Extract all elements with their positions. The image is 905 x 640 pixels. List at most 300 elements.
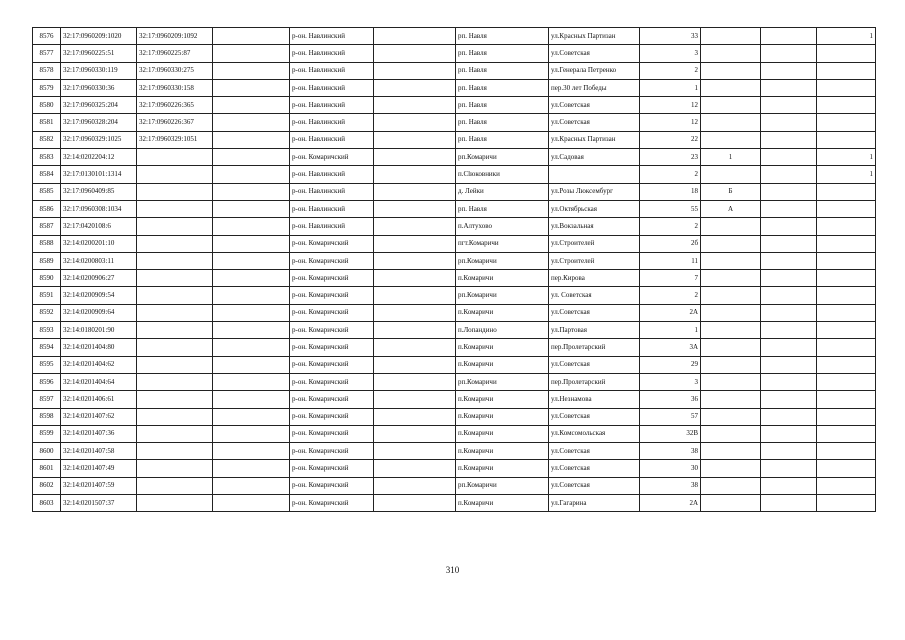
district-cell: р-он. Навлинский — [290, 166, 374, 183]
cadastral-number-secondary: 32:17:0960226:367 — [137, 114, 213, 131]
street-cell: ул.Строителей — [549, 235, 640, 252]
row-number: 8586 — [33, 200, 61, 217]
cadastral-number: 32:17:0960409:85 — [61, 183, 137, 200]
letter-cell — [701, 28, 761, 45]
empty-cell — [213, 391, 290, 408]
table-row — [33, 495, 876, 512]
table-row — [33, 62, 876, 79]
empty-cell — [761, 425, 817, 442]
empty-cell — [761, 131, 817, 148]
empty-cell — [761, 149, 817, 166]
cadastral-number-secondary — [137, 252, 213, 269]
letter-cell — [701, 304, 761, 321]
count-cell — [817, 270, 876, 287]
empty-cell — [374, 270, 456, 287]
district-cell: р-он. Комаричский — [290, 356, 374, 373]
locality-cell: п.Комаричи — [456, 356, 549, 373]
house-number-cell: 18 — [640, 183, 701, 200]
letter-cell: Б — [701, 183, 761, 200]
locality-cell: пгт.Комаричи — [456, 235, 549, 252]
empty-cell — [761, 97, 817, 114]
street-cell: пер.Пролетарский — [549, 373, 640, 390]
empty-cell — [213, 339, 290, 356]
locality-cell: рп.Комаричи — [456, 252, 549, 269]
count-cell — [817, 235, 876, 252]
row-number: 8581 — [33, 114, 61, 131]
empty-cell — [374, 114, 456, 131]
cadastral-number: 32:14:0202204:12 — [61, 149, 137, 166]
cadastral-number-secondary — [137, 322, 213, 339]
row-number: 8598 — [33, 408, 61, 425]
table-row — [33, 287, 876, 304]
house-number-cell: 3 — [640, 373, 701, 390]
district-cell: р-он. Комаричский — [290, 408, 374, 425]
cadastral-number-secondary — [137, 166, 213, 183]
cadastral-number-secondary — [137, 477, 213, 494]
count-cell — [817, 391, 876, 408]
row-number: 8593 — [33, 322, 61, 339]
cadastral-number: 32:17:0960329:1025 — [61, 131, 137, 148]
house-number-cell: 30 — [640, 460, 701, 477]
empty-cell — [374, 373, 456, 390]
empty-cell — [213, 183, 290, 200]
empty-cell — [213, 443, 290, 460]
district-cell: р-он. Комаричский — [290, 287, 374, 304]
table-row — [33, 477, 876, 494]
locality-cell: рп.Комаричи — [456, 477, 549, 494]
empty-cell — [213, 28, 290, 45]
table-row — [33, 166, 876, 183]
cadastral-number: 32:14:0201404:62 — [61, 356, 137, 373]
count-cell — [817, 183, 876, 200]
house-number-cell: 23 — [640, 149, 701, 166]
house-number-cell: 2б — [640, 235, 701, 252]
cadastral-number-secondary: 32:17:0960330:158 — [137, 79, 213, 96]
locality-cell: рп. Навля — [456, 62, 549, 79]
house-number-cell: 38 — [640, 443, 701, 460]
cadastral-number: 32:14:0201404:80 — [61, 339, 137, 356]
count-cell: 1 — [817, 166, 876, 183]
cadastral-number: 32:17:0960330:119 — [61, 62, 137, 79]
table-row — [33, 79, 876, 96]
house-number-cell: 12 — [640, 97, 701, 114]
count-cell — [817, 477, 876, 494]
table-row — [33, 322, 876, 339]
house-number-cell: 29 — [640, 356, 701, 373]
street-cell: ул.Советская — [549, 356, 640, 373]
cadastral-number-secondary — [137, 460, 213, 477]
cadastral-number: 32:14:0201406:61 — [61, 391, 137, 408]
house-number-cell: 22 — [640, 131, 701, 148]
street-cell: ул.Партовая — [549, 322, 640, 339]
count-cell — [817, 443, 876, 460]
district-cell: р-он. Комаричский — [290, 391, 374, 408]
cadastral-number: 32:14:0201407:59 — [61, 477, 137, 494]
row-number: 8599 — [33, 425, 61, 442]
street-cell: пер.30 лет Победы — [549, 79, 640, 96]
cadastral-number: 32:14:0201507:37 — [61, 495, 137, 512]
cadastral-number: 32:17:0420108:6 — [61, 218, 137, 235]
cadastral-number: 32:17:0960308:1034 — [61, 200, 137, 217]
empty-cell — [761, 200, 817, 217]
row-number: 8591 — [33, 287, 61, 304]
empty-cell — [761, 166, 817, 183]
cadastral-number-secondary: 32:17:0960329:1051 — [137, 131, 213, 148]
house-number-cell: 2 — [640, 166, 701, 183]
letter-cell — [701, 425, 761, 442]
empty-cell — [374, 477, 456, 494]
empty-cell — [374, 391, 456, 408]
house-number-cell: 11 — [640, 252, 701, 269]
empty-cell — [761, 356, 817, 373]
letter-cell — [701, 287, 761, 304]
empty-cell — [374, 131, 456, 148]
empty-cell — [213, 270, 290, 287]
row-number: 8602 — [33, 477, 61, 494]
empty-cell — [374, 45, 456, 62]
cadastral-number-secondary: 32:17:0960225:87 — [137, 45, 213, 62]
street-cell: ул.Октябрьская — [549, 200, 640, 217]
letter-cell — [701, 270, 761, 287]
district-cell: р-он. Комаричский — [290, 149, 374, 166]
empty-cell — [213, 287, 290, 304]
house-number-cell: 1 — [640, 322, 701, 339]
letter-cell — [701, 495, 761, 512]
empty-cell — [374, 460, 456, 477]
empty-cell — [374, 218, 456, 235]
letter-cell: 1 — [701, 149, 761, 166]
street-cell: ул.Советская — [549, 304, 640, 321]
cadastral-number-secondary: 32:17:0960209:1092 — [137, 28, 213, 45]
letter-cell — [701, 114, 761, 131]
empty-cell — [374, 322, 456, 339]
street-cell: ул.Советская — [549, 477, 640, 494]
cadastral-number-secondary — [137, 339, 213, 356]
empty-cell — [374, 235, 456, 252]
cadastral-number-secondary — [137, 495, 213, 512]
street-cell: ул.Незнамова — [549, 391, 640, 408]
house-number-cell: 2 — [640, 218, 701, 235]
row-number: 8601 — [33, 460, 61, 477]
street-cell: ул.Советская — [549, 443, 640, 460]
empty-cell — [374, 408, 456, 425]
empty-cell — [761, 252, 817, 269]
empty-cell — [213, 97, 290, 114]
locality-cell: рп.Комаричи — [456, 287, 549, 304]
letter-cell — [701, 443, 761, 460]
cadastral-number-secondary — [137, 183, 213, 200]
empty-cell — [761, 45, 817, 62]
empty-cell — [761, 79, 817, 96]
district-cell: р-он. Комаричский — [290, 235, 374, 252]
empty-cell — [213, 322, 290, 339]
empty-cell — [374, 200, 456, 217]
empty-cell — [213, 477, 290, 494]
district-cell: р-он. Комаричский — [290, 477, 374, 494]
table-row — [33, 218, 876, 235]
row-number: 8603 — [33, 495, 61, 512]
empty-cell — [213, 114, 290, 131]
count-cell — [817, 131, 876, 148]
table-row — [33, 114, 876, 131]
table-row — [33, 339, 876, 356]
empty-cell — [374, 339, 456, 356]
house-number-cell: 2 — [640, 62, 701, 79]
empty-cell — [374, 149, 456, 166]
table-row — [33, 131, 876, 148]
empty-cell — [374, 495, 456, 512]
locality-cell: п.Комаричи — [456, 408, 549, 425]
table-row — [33, 356, 876, 373]
count-cell — [817, 200, 876, 217]
table-row — [33, 45, 876, 62]
count-cell — [817, 252, 876, 269]
row-number: 8590 — [33, 270, 61, 287]
locality-cell: п.Алтухово — [456, 218, 549, 235]
letter-cell — [701, 97, 761, 114]
page-number: 310 — [445, 565, 460, 575]
house-number-cell: 2 — [640, 287, 701, 304]
count-cell — [817, 97, 876, 114]
cadastral-number-secondary — [137, 425, 213, 442]
empty-cell — [374, 62, 456, 79]
empty-cell — [761, 408, 817, 425]
empty-cell — [761, 339, 817, 356]
letter-cell: А — [701, 200, 761, 217]
district-cell: р-он. Комаричский — [290, 270, 374, 287]
street-cell: ул.Генерала Петренко — [549, 62, 640, 79]
house-number-cell: 3 — [640, 45, 701, 62]
empty-cell — [213, 235, 290, 252]
street-cell: ул.Красных Партизан — [549, 28, 640, 45]
empty-cell — [761, 304, 817, 321]
empty-cell — [213, 79, 290, 96]
locality-cell: рп.Комаричи — [456, 373, 549, 390]
row-number: 8584 — [33, 166, 61, 183]
empty-cell — [761, 62, 817, 79]
street-cell: ул.Советская — [549, 97, 640, 114]
cadastral-number-secondary — [137, 408, 213, 425]
row-number: 8595 — [33, 356, 61, 373]
cadastral-number-secondary — [137, 200, 213, 217]
empty-cell — [213, 252, 290, 269]
count-cell — [817, 45, 876, 62]
count-cell — [817, 425, 876, 442]
letter-cell — [701, 252, 761, 269]
cadastral-number: 32:14:0200201:10 — [61, 235, 137, 252]
empty-cell — [761, 495, 817, 512]
district-cell: р-он. Комаричский — [290, 425, 374, 442]
house-number-cell: 32В — [640, 425, 701, 442]
district-cell: р-он. Комаричский — [290, 252, 374, 269]
count-cell — [817, 287, 876, 304]
empty-cell — [761, 114, 817, 131]
house-number-cell: 55 — [640, 200, 701, 217]
street-cell: ул.Советская — [549, 460, 640, 477]
house-number-cell: 38 — [640, 477, 701, 494]
table-row — [33, 443, 876, 460]
house-number-cell: 2А — [640, 304, 701, 321]
cadastral-number-secondary — [137, 149, 213, 166]
empty-cell — [213, 425, 290, 442]
empty-cell — [374, 79, 456, 96]
district-cell: р-он. Навлинский — [290, 97, 374, 114]
letter-cell — [701, 62, 761, 79]
cadastral-number-secondary — [137, 270, 213, 287]
district-cell: р-он. Навлинский — [290, 131, 374, 148]
empty-cell — [213, 373, 290, 390]
cadastral-number-secondary — [137, 443, 213, 460]
street-cell: пер.Пролетарский — [549, 339, 640, 356]
count-cell — [817, 62, 876, 79]
letter-cell — [701, 460, 761, 477]
cadastral-number-secondary — [137, 391, 213, 408]
count-cell — [817, 218, 876, 235]
locality-cell: п.Комаричи — [456, 443, 549, 460]
locality-cell: рп.Комаричи — [456, 149, 549, 166]
house-number-cell: 7 — [640, 270, 701, 287]
empty-cell — [374, 356, 456, 373]
house-number-cell: 2А — [640, 495, 701, 512]
table-row — [33, 460, 876, 477]
empty-cell — [374, 425, 456, 442]
cadastral-number-secondary — [137, 235, 213, 252]
empty-cell — [761, 460, 817, 477]
cadastral-number-secondary — [137, 287, 213, 304]
empty-cell — [213, 200, 290, 217]
empty-cell — [213, 356, 290, 373]
cadastral-number: 32:14:0200909:64 — [61, 304, 137, 321]
letter-cell — [701, 408, 761, 425]
cadastral-number-secondary: 32:17:0960330:275 — [137, 62, 213, 79]
street-cell: пер.Кирова — [549, 270, 640, 287]
empty-cell — [213, 304, 290, 321]
cadastral-number: 32:14:0201407:58 — [61, 443, 137, 460]
house-number-cell: 33 — [640, 28, 701, 45]
letter-cell — [701, 79, 761, 96]
empty-cell — [213, 495, 290, 512]
street-cell: ул.Садовая — [549, 149, 640, 166]
locality-cell: п.Clюковники — [456, 166, 549, 183]
cadastral-number: 32:14:0200906:27 — [61, 270, 137, 287]
cadastral-number-secondary — [137, 373, 213, 390]
house-number-cell: 12 — [640, 114, 701, 131]
empty-cell — [761, 235, 817, 252]
table-row — [33, 235, 876, 252]
count-cell — [817, 373, 876, 390]
locality-cell: рп. Навля — [456, 28, 549, 45]
district-cell: р-он. Комаричский — [290, 495, 374, 512]
letter-cell — [701, 166, 761, 183]
empty-cell — [761, 391, 817, 408]
count-cell — [817, 304, 876, 321]
row-number: 8596 — [33, 373, 61, 390]
locality-cell: п.Лопандино — [456, 322, 549, 339]
empty-cell — [213, 166, 290, 183]
count-cell — [817, 356, 876, 373]
row-number: 8600 — [33, 443, 61, 460]
letter-cell — [701, 391, 761, 408]
row-number: 8592 — [33, 304, 61, 321]
district-cell: р-он. Комаричский — [290, 373, 374, 390]
row-number: 8589 — [33, 252, 61, 269]
district-cell: р-он. Комаричский — [290, 460, 374, 477]
house-number-cell: 3А — [640, 339, 701, 356]
empty-cell — [761, 28, 817, 45]
count-cell — [817, 460, 876, 477]
cadastral-number-secondary — [137, 356, 213, 373]
empty-cell — [213, 45, 290, 62]
cadastral-number: 32:14:0201407:62 — [61, 408, 137, 425]
locality-cell: рп. Навля — [456, 131, 549, 148]
street-cell: ул.Советская — [549, 45, 640, 62]
locality-cell: п.Комаричи — [456, 391, 549, 408]
locality-cell: рп. Навля — [456, 200, 549, 217]
table-row — [33, 183, 876, 200]
cadastral-number: 32:17:0960328:204 — [61, 114, 137, 131]
locality-cell: п.Комаричи — [456, 304, 549, 321]
empty-cell — [374, 443, 456, 460]
empty-cell — [761, 443, 817, 460]
empty-cell — [374, 183, 456, 200]
row-number: 8583 — [33, 149, 61, 166]
cadastral-number: 32:14:0201407:49 — [61, 460, 137, 477]
cadastral-number-secondary: 32:17:0960226:365 — [137, 97, 213, 114]
cadastral-number: 32:14:0201407:36 — [61, 425, 137, 442]
table-row — [33, 425, 876, 442]
row-number: 8579 — [33, 79, 61, 96]
row-number: 8594 — [33, 339, 61, 356]
locality-cell: д. Лейки — [456, 183, 549, 200]
empty-cell — [213, 149, 290, 166]
empty-cell — [761, 373, 817, 390]
table-row — [33, 200, 876, 217]
count-cell — [817, 408, 876, 425]
letter-cell — [701, 45, 761, 62]
locality-cell: п.Комаричи — [456, 495, 549, 512]
street-cell: ул.Строителей — [549, 252, 640, 269]
locality-cell: п.Комаричи — [456, 460, 549, 477]
empty-cell — [374, 28, 456, 45]
locality-cell: рп. Навля — [456, 97, 549, 114]
empty-cell — [374, 287, 456, 304]
cadastral-number: 32:14:0200803:11 — [61, 252, 137, 269]
row-number: 8585 — [33, 183, 61, 200]
cadastral-number-secondary — [137, 304, 213, 321]
table-row — [33, 304, 876, 321]
house-number-cell: 57 — [640, 408, 701, 425]
letter-cell — [701, 373, 761, 390]
table-row — [33, 149, 876, 166]
table-row — [33, 28, 876, 45]
empty-cell — [761, 270, 817, 287]
letter-cell — [701, 356, 761, 373]
empty-cell — [761, 477, 817, 494]
count-cell: 1 — [817, 149, 876, 166]
letter-cell — [701, 235, 761, 252]
empty-cell — [213, 218, 290, 235]
empty-cell — [761, 218, 817, 235]
row-number: 8578 — [33, 62, 61, 79]
count-cell — [817, 495, 876, 512]
empty-cell — [374, 252, 456, 269]
locality-cell: п.Комаричи — [456, 339, 549, 356]
district-cell: р-он. Навлинский — [290, 114, 374, 131]
street-cell: ул.Розы Люксембург — [549, 183, 640, 200]
empty-cell — [374, 97, 456, 114]
table-row — [33, 373, 876, 390]
empty-cell — [761, 287, 817, 304]
